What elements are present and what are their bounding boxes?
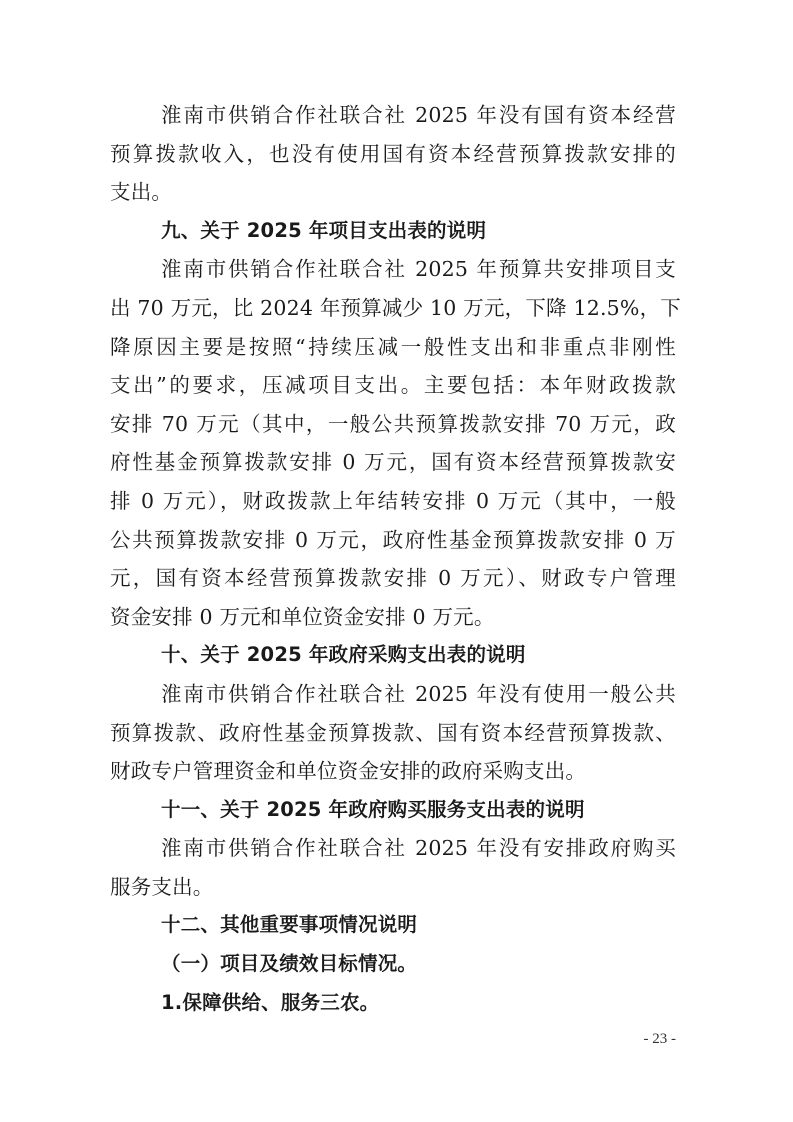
paragraph-line: 排 0 万元），财政拨款上年结转安排 0 万元（其中，一般 <box>110 488 676 513</box>
paragraph-line: 支出”的要求，压减项目支出。主要包括：本年财政拨款 <box>110 373 676 398</box>
paragraph-line: 财政专户管理资金和单位资金安排的政府采购支出。 <box>110 759 587 784</box>
paragraph-line: 出 70 万元，比 2024 年预算减少 10 万元，下降 12.5%，下 <box>110 295 681 320</box>
page-number: - 23 - <box>643 1031 676 1047</box>
paragraph-line: 淮南市供销合作社联合社 2025 年预算共安排项目支 <box>161 257 676 282</box>
paragraph-line: 公共预算拨款安排 0 万元，政府性基金预算拨款安排 0 万 <box>110 527 676 552</box>
item-heading: 1.保障供给、服务三农。 <box>161 990 380 1014</box>
paragraph-line: 安排 70 万元（其中，一般公共预算拨款安排 70 万元，政 <box>110 411 676 436</box>
document-page <box>110 96 681 1022</box>
section-heading-twelve: 十二、其他重要事项情况说明 <box>161 913 418 937</box>
paragraph-line: 资金安排 0 万元和单位资金安排 0 万元。 <box>110 604 495 629</box>
paragraph-line: 服务支出。 <box>110 874 214 899</box>
paragraph-line: 元，国有资本经营预算拨款安排 0 万元）、财政专户管理 <box>110 566 676 591</box>
paragraph-line: 支出。 <box>110 180 173 205</box>
paragraph-line: 预算拨款、政府性基金预算拨款、国有资本经营预算拨款、 <box>110 720 676 745</box>
paragraph-line: 预算拨款收入，也没有使用国有资本经营预算拨款安排的 <box>110 141 676 166</box>
paragraph-line: 淮南市供销合作社联合社 2025 年没有使用一般公共 <box>161 681 676 706</box>
paragraph-line: 降原因主要是按照“持续压减一般性支出和非重点非刚性 <box>110 334 676 359</box>
subsection-heading: （一）项目及绩效目标情况。 <box>161 952 418 976</box>
section-heading-nine: 九、关于 2025 年项目支出表的说明 <box>161 218 487 242</box>
section-heading-ten: 十、关于 2025 年政府采购支出表的说明 <box>161 643 526 667</box>
paragraph-line: 府性基金预算拨款安排 0 万元，国有资本经营预算拨款安 <box>110 450 676 475</box>
section-heading-eleven: 十一、关于 2025 年政府购买服务支出表的说明 <box>161 797 585 821</box>
paragraph-line: 淮南市供销合作社联合社 2025 年没有国有资本经营 <box>161 103 676 127</box>
paragraph-line: 淮南市供销合作社联合社 2025 年没有安排政府购买 <box>161 836 676 861</box>
